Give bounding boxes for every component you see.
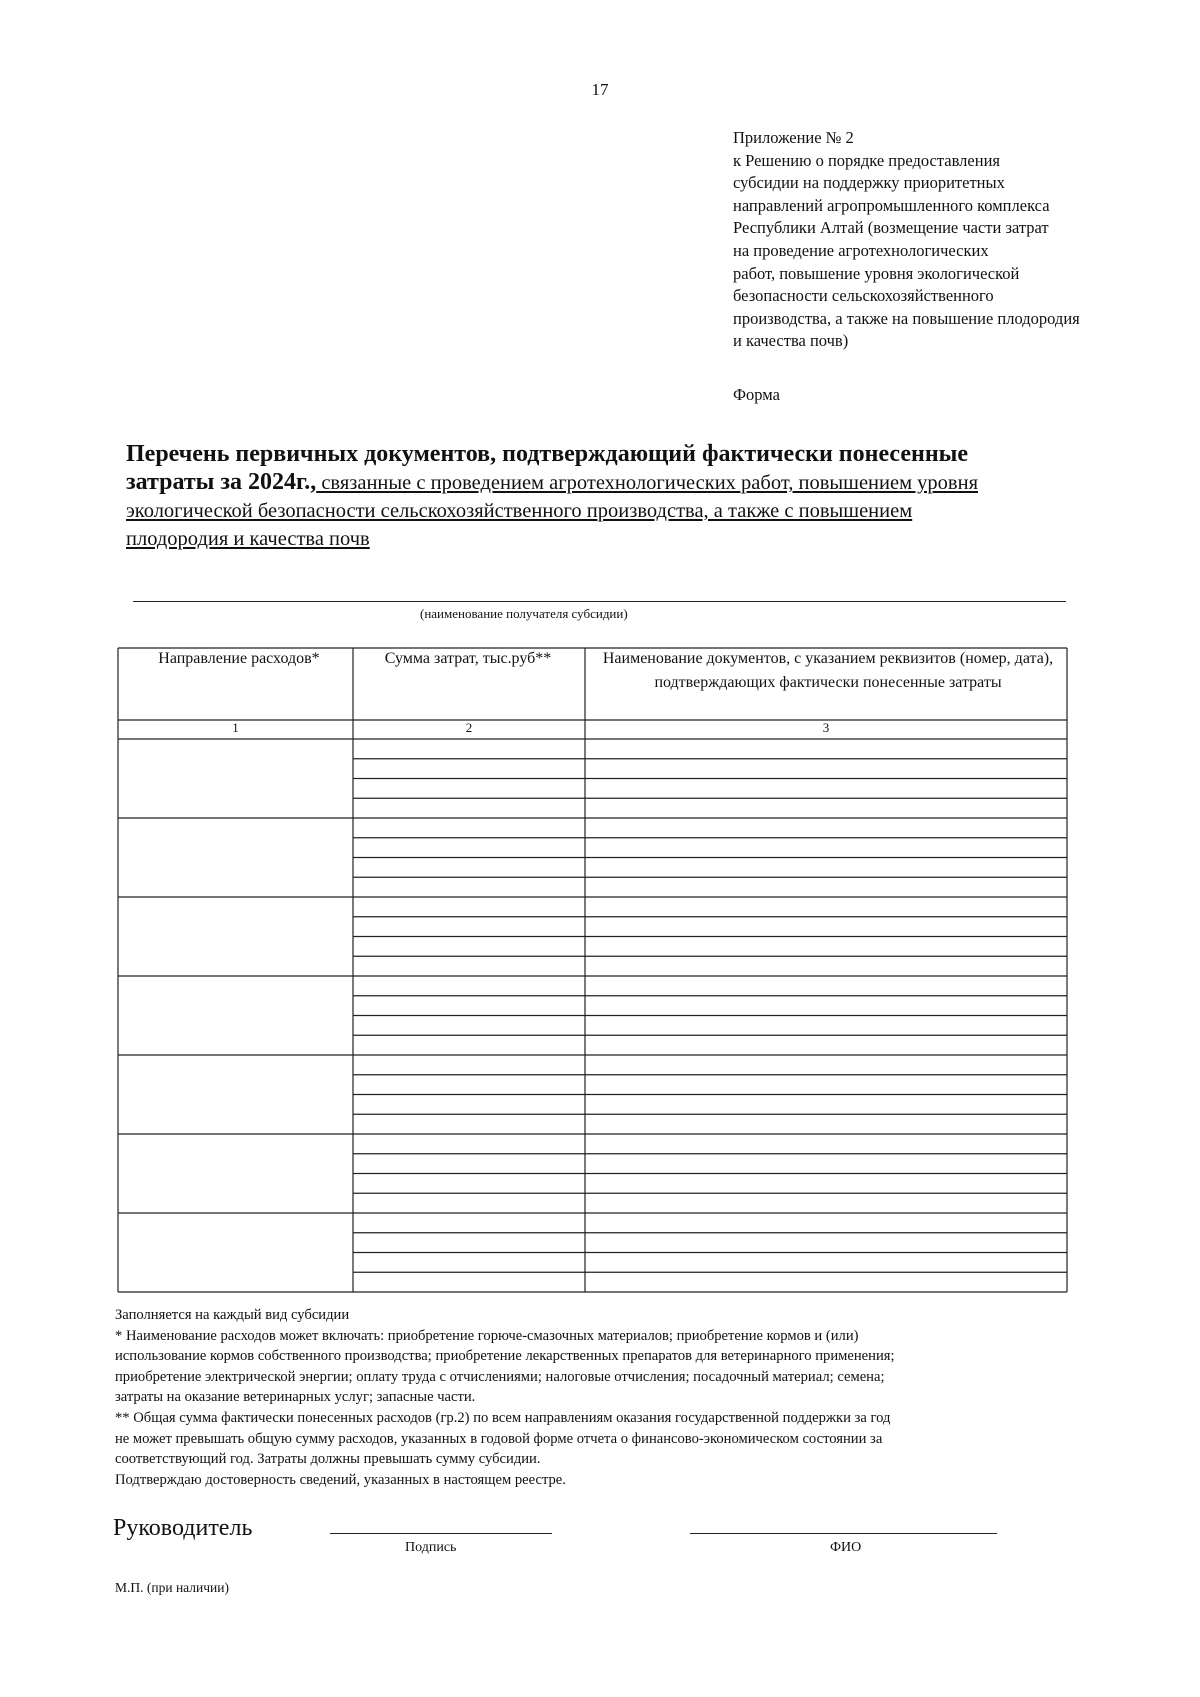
title-line-4: плодородия и качества почв: [126, 528, 370, 550]
page-number: 17: [591, 80, 609, 99]
note-line: приобретение электрической энергии; оплату труда с отчислениями; налоговые отчисления; посадочный материал; семена;: [115, 1368, 885, 1385]
column-number-3: 3: [822, 720, 830, 735]
appendix-line: работ, повышение уровня экологической: [733, 263, 1020, 283]
column-number-2: 2: [465, 720, 473, 735]
appendix-line: Республики Алтай (возмещение части затрат: [733, 218, 1049, 238]
notes-block: [115, 1305, 1115, 1490]
appendix-line: направлений агропромышленного комплекса: [733, 195, 1050, 215]
title-line-1: Перечень первичных документов, подтверждающий фактически понесенные: [126, 441, 969, 467]
title-line-2-rest: связанные с проведением агротехнологических работ, повышением уровня: [316, 472, 979, 494]
signature-field[interactable]: [330, 1533, 552, 1534]
appendix-line: субсидии на поддержку приоритетных: [733, 173, 1005, 193]
recipient-caption: (наименование получателя субсидии): [420, 606, 628, 621]
header-cost-sum: Сумма затрат, тыс.руб**: [384, 650, 552, 667]
signature-caption: Подпись: [405, 1540, 457, 1555]
note-line: соответствующий год. Затраты должны превышать сумму субсидии.: [115, 1451, 541, 1468]
note-line: ** Общая сумма фактически понесенных расходов (гр.2) по всем направлениям оказания государственной поддержки за год: [115, 1409, 891, 1426]
note-line: Подтверждаю достоверность сведений, указанных в настоящем реестре.: [115, 1471, 566, 1488]
appendix-line: безопасности сельскохозяйственного: [733, 286, 994, 306]
title-year: затраты за 2024г.,: [126, 469, 317, 495]
appendix-line: и качества почв): [733, 331, 849, 351]
appendix-line: Приложение № 2: [733, 128, 854, 147]
note-line: затраты на оказание ветеринарных услуг; запасные части.: [115, 1389, 476, 1406]
form-label: Форма: [733, 385, 780, 404]
header-expense-direction: Направление расходов*: [158, 650, 320, 667]
note-line: * Наименование расходов может включать: приобретение горюче-смазочных материалов; приобретение кормов и (или): [115, 1327, 859, 1344]
header-documents: Наименование документов, с указанием реквизитов (номер, дата), подтверждающих фактически понесенные затраты: [602, 650, 1054, 691]
stamp-label: М.П. (при наличии): [115, 1580, 229, 1595]
note-line: использование кормов собственного производства; приобретение лекарственных препаратов для ветеринарного применения;: [115, 1348, 895, 1365]
appendix-line: на проведение агротехнологических: [733, 240, 989, 260]
full-name-caption: ФИО: [830, 1540, 862, 1555]
title-line-3: экологической безопасности сельскохозяйственного производства, а также с повышением: [126, 500, 913, 522]
appendix-line: к Решению о порядке предоставления: [733, 150, 1000, 170]
note-line: Заполняется на каждый вид субсидии: [115, 1307, 350, 1323]
head-label: Руководитель: [113, 1515, 253, 1541]
full-name-field[interactable]: [690, 1533, 997, 1534]
column-number-1: 1: [232, 720, 239, 735]
appendix-line: производства, а также на повышение плодородия: [733, 308, 1080, 328]
note-line: не может превышать общую сумму расходов, указанных в годовой форме отчета о финансово-экономическом состоянии за: [115, 1430, 883, 1447]
